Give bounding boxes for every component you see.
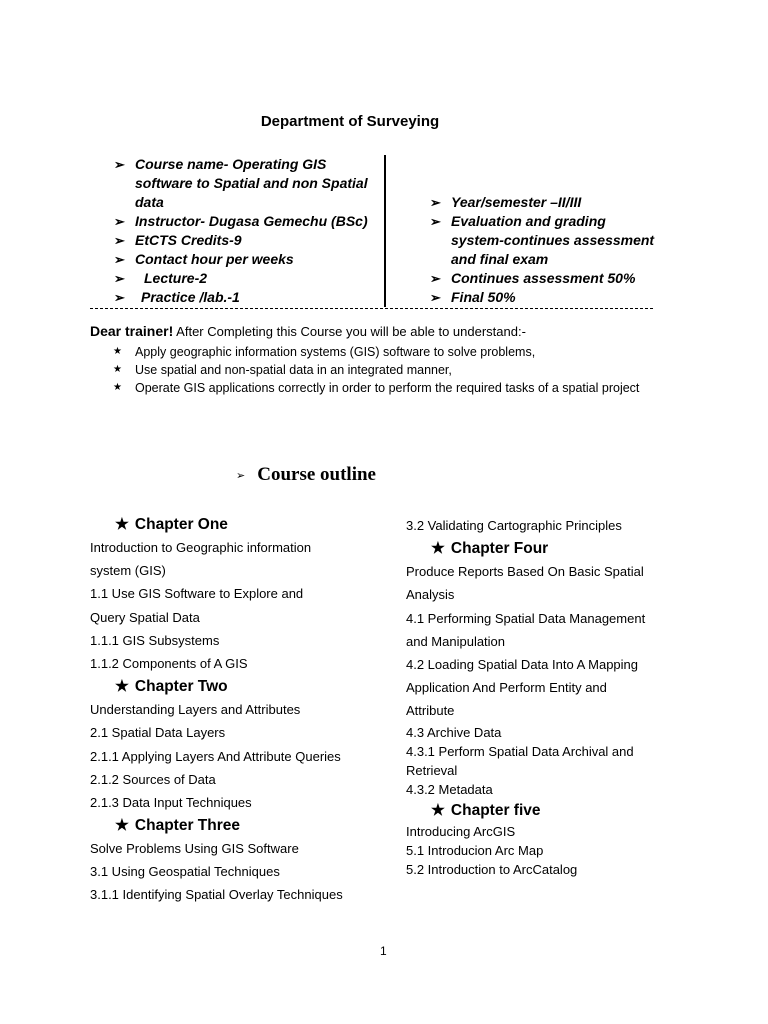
lecture-hours-text: Lecture-2 <box>144 270 208 286</box>
outline-line: 3.2 Validating Cartographic Principles <box>406 518 622 533</box>
outline-line: Introduction to Geographic information <box>90 540 312 555</box>
outline-line: 3.1.1 Identifying Spatial Overlay Techniques <box>90 887 343 903</box>
outline-line: Introducing ArcGIS <box>406 823 516 839</box>
course-name: ➢ Course name- Operating GIS software to Spatial and non Spatial data <box>114 155 372 212</box>
outline-line: Attribute <box>406 703 455 719</box>
evaluation: ➢ Evaluation and grading system-continues assessment and final exam <box>430 212 655 269</box>
intro-text: After Completing this Course you will be able to understand:- <box>176 324 526 339</box>
continuous-assessment: ➢ Continues assessment 50% <box>430 269 655 288</box>
outline-line: Query Spatial Data <box>90 609 200 625</box>
outline-line: 5.1 Introducion Arc Map <box>406 842 544 858</box>
outline-line: 2.1 Spatial Data Layers <box>90 725 226 741</box>
outline-line: 2.1.3 Data Input Techniques <box>90 794 252 810</box>
outline-line: Solve Problems Using GIS Software <box>90 841 299 857</box>
lecture-hours <box>114 269 372 288</box>
outline-line: 2.1.1 Applying Layers And Attribute Queries <box>90 748 341 764</box>
outline-line: 1.1 Use GIS Software to Explore and <box>90 586 304 602</box>
star-icon: ★ <box>431 801 445 819</box>
page-number: 1 <box>380 944 387 958</box>
chapter-one-title: Chapter One <box>134 516 228 533</box>
chapter-five-title: Chapter five <box>450 801 541 819</box>
chapter-heading <box>90 513 380 536</box>
outline-line: and Manipulation <box>406 633 506 649</box>
chapter-heading <box>406 537 676 560</box>
page-title: Department of Surveying <box>260 113 440 130</box>
intro-line <box>90 323 526 339</box>
star-icon: ★ <box>115 678 129 696</box>
chapter-two-title: Chapter Two <box>134 678 228 696</box>
year-semester: ➢ Year/semester –II/III <box>430 193 655 212</box>
column-divider <box>384 155 386 307</box>
outline-line: system (GIS) <box>90 563 166 579</box>
course-outline-text: Course outline <box>257 464 376 485</box>
star-icon: ★ <box>115 516 129 533</box>
chapter-heading <box>90 675 380 698</box>
final-exam: ➢ Final 50% <box>430 288 655 307</box>
contact-hours: ➢ Contact hour per weeks <box>114 250 372 269</box>
outline-line: Retrieval <box>406 762 458 778</box>
outline-line: 2.1.2 Sources of Data <box>90 771 216 787</box>
outline-line: 1.1.1 GIS Subsystems <box>90 632 220 648</box>
outline-line: Produce Reports Based On Basic Spatial <box>406 564 644 580</box>
star-icon: ★ <box>431 540 445 558</box>
practice-hours-text: Practice /lab.-1 <box>141 289 240 305</box>
outline-line: Application And Perform Entity and <box>406 680 607 696</box>
objective-item: ★ Use spatial and non-spatial data in an integrated manner, <box>113 361 645 379</box>
outline-line: 4.3.2 Metadata <box>406 781 493 797</box>
objective-item: ★ Operate GIS applications correctly in order to perform the required tasks of a spatial project <box>113 379 645 397</box>
chapter-heading <box>90 814 380 837</box>
credits: ➢ EtCTS Credits-9 <box>114 231 372 250</box>
chapter-four-title: Chapter Four <box>450 540 549 558</box>
greeting: Dear trainer! <box>90 323 174 339</box>
outline-right-column <box>406 514 676 879</box>
outline-line: Analysis <box>406 587 455 603</box>
course-info-right <box>430 193 655 307</box>
course-info-left <box>114 155 372 307</box>
objective-item: ★ Apply geographic information systems (GIS) software to solve problems, <box>113 343 645 361</box>
outline-left-column <box>90 513 380 907</box>
arrow-icon: ➢ <box>236 470 246 483</box>
outline-line: 1.1.2 Components of A GIS <box>90 655 248 671</box>
instructor: ➢ Instructor- Dugasa Gemechu (BSc) <box>114 212 372 231</box>
outline-line: 4.3 Archive Data <box>406 724 502 740</box>
chapter-three-title: Chapter Three <box>134 817 240 835</box>
outline-line: 3.1 Using Geospatial Techniques <box>90 864 280 880</box>
chapter-heading <box>406 799 676 822</box>
objectives-list <box>113 343 645 397</box>
dashed-separator <box>90 308 653 309</box>
outline-line: 4.2 Loading Spatial Data Into A Mapping <box>406 656 639 672</box>
star-icon: ★ <box>115 817 129 835</box>
outline-line: 4.1 Performing Spatial Data Management <box>406 610 646 626</box>
outline-line: 5.2 Introduction to ArcCatalog <box>406 861 578 877</box>
course-outline-heading <box>236 464 376 486</box>
outline-line: Understanding Layers and Attributes <box>90 702 301 718</box>
outline-line: 4.3.1 Perform Spatial Data Archival and <box>406 743 634 759</box>
practice-hours <box>114 288 372 307</box>
